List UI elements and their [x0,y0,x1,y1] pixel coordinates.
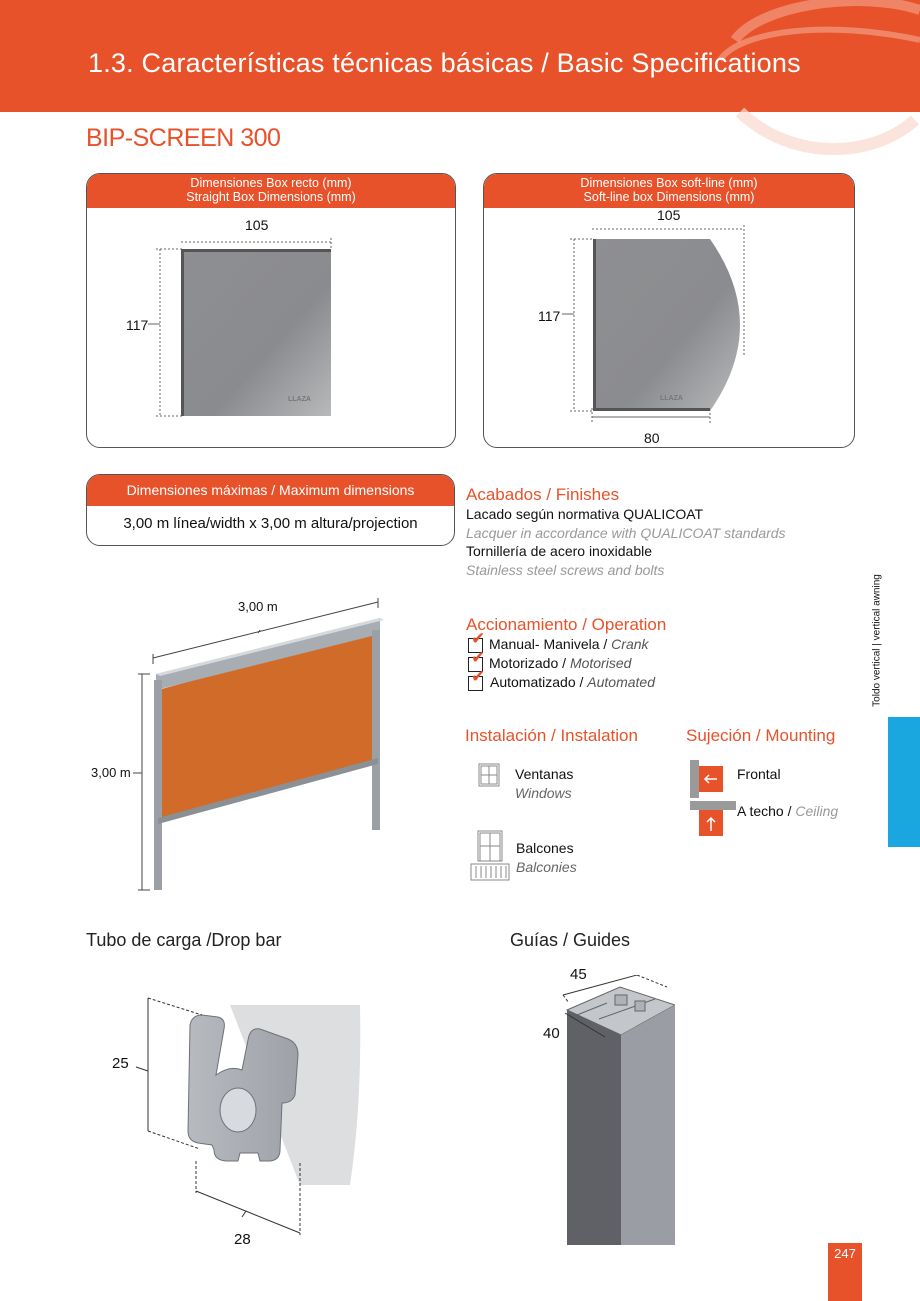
drop-bar-title: Tubo de carga /Drop bar [86,930,282,950]
mounting-2-en: Ceiling [795,803,839,819]
awning-height-label: 3,00 m [91,765,131,780]
softline-box-drawing [560,220,760,430]
max-dimensions-value: 3,00 m línea/width x 3,00 m altura/projection [123,515,418,532]
operation-3-en: Automated [587,674,655,690]
balcony-icon [468,830,512,884]
check-mark-icon: ✔ [471,629,486,648]
guides-depth: 40 [543,1025,560,1042]
straight-box-height: 117 [126,317,149,333]
finish-2-es: Tornillería de acero inoxidable [466,543,652,559]
operation-1-es: Manual- Manivela / [489,636,612,652]
check-mark-icon: ✔ [471,648,486,667]
operation-1-en: Crank [611,636,649,652]
finish-1-es: Lacado según normativa QUALICOAT [466,506,704,522]
finishes-title: Acabados / Finishes [466,485,620,504]
softline-box-brand: LLAZA [660,395,683,402]
softline-box-depth: 80 [644,430,660,446]
finish-1-en: Lacquer in accordance with QUALICOAT standards [466,525,786,541]
header-swoosh-tail [700,100,920,170]
softline-box-width: 105 [657,207,681,223]
window-icon [478,763,500,787]
installation-2-es: Balcones [516,840,574,856]
check-mark-icon: ✔ [471,667,486,686]
straight-box-width: 105 [245,217,269,233]
straight-box-title-es: Dimensiones Box recto (mm) [190,176,352,190]
side-section-label-wrap [862,570,882,720]
section-tab [888,717,920,847]
installation-1-es: Ventanas [515,766,574,782]
straight-box-brand: LLAZA [288,396,311,403]
straight-box-drawing [140,230,340,430]
product-name: BIP-SCREEN 300 [86,124,281,152]
installation-1-en: Windows [515,785,572,801]
softline-box-height: 117 [538,308,561,324]
header-bar [0,0,920,112]
drop-bar-drawing [130,985,370,1235]
front-mount-icon [690,760,726,798]
mounting-title: Sujeción / Mounting [686,726,836,745]
page-title: 1.3. Características técnicas básicas / Basic Specifications [88,48,801,78]
straight-box-title-en: Straight Box Dimensions (mm) [186,190,356,204]
guides-width: 45 [570,966,587,983]
operation-2-en: Motorised [569,655,632,671]
max-dimensions-card [86,474,455,546]
guides-title: Guías / Guides [510,930,631,950]
ceiling-mount-icon [690,801,736,839]
awning-drawing [128,590,398,895]
softline-box-title-es: Dimensiones Box soft-line (mm) [580,176,758,190]
operation-2-es: Motorizado / [489,655,570,671]
awning-width-label: 3,00 m [238,599,278,614]
installation-2-en: Balconies [516,859,577,875]
side-section-label: Toldo vertical | vertical awning [871,574,883,707]
softline-box-title-en: Soft-line box Dimensions (mm) [583,190,755,204]
operation-3-es: Automatizado / [490,674,588,690]
finish-2-en: Stainless steel screws and bolts [466,562,665,578]
operation-title: Accionamiento / Operation [466,615,667,634]
drop-bar-height: 25 [112,1055,129,1072]
mounting-1-es: Frontal [737,766,781,782]
installation-title: Instalación / Instalation [465,726,638,745]
drop-bar-width: 28 [234,1231,251,1248]
mounting-2-es: A techo / [737,803,796,819]
page-number: 247 [828,1243,862,1301]
guides-drawing [555,975,675,1245]
max-dimensions-title: Dimensiones máximas / Maximum dimensions [87,475,454,506]
